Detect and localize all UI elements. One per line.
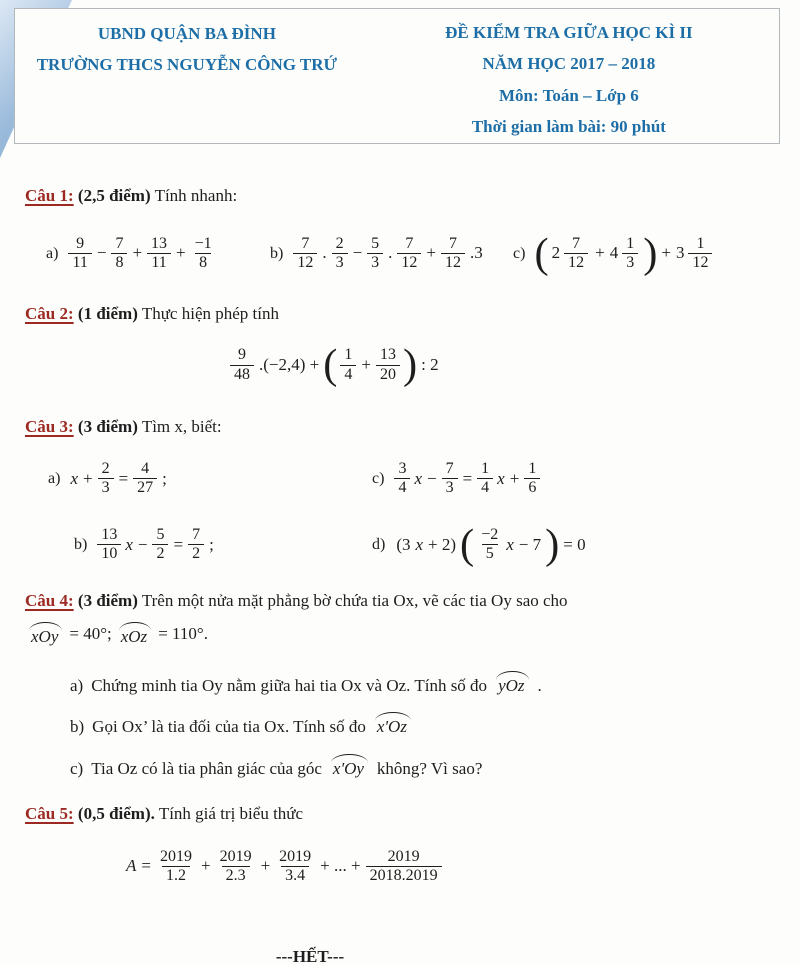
part-4c-text: Tia Oz có là tia phân giác của góc — [91, 759, 322, 779]
question-2-heading — [25, 302, 775, 327]
header-left — [15, 9, 359, 143]
part-1a — [46, 235, 270, 273]
part-4c-text-end: không? Vì sao? — [376, 759, 483, 779]
question-5-heading — [25, 802, 775, 827]
math-expression-5: A = $\frac{2019}{1.2}$ + $\frac{2019}{2.3}$ + $\frac{2019}{3.4}$ + ... + $\frac{2019}{2018.2019}$ — [124, 848, 444, 886]
math-expression-3d: (3 x + 2) ( $\frac{-2}{5}$ x − 7 ) = 0 — [396, 520, 586, 568]
question-1-parts — [46, 221, 800, 287]
question-5-prompt: Tính giá trị biểu thức — [158, 803, 304, 823]
math-expression-1b: $\frac{7}{12}$ . $\frac{2}{3}$ − $\frac{5}{3}$ . $\frac{7}{12}$ + $\frac{7}{12}$ .3 — [291, 235, 485, 273]
question-3-heading — [25, 415, 775, 440]
part-1b — [270, 235, 513, 273]
question-2-points: (1 điểm) — [77, 303, 138, 323]
part-3d-marker: d) — [372, 535, 386, 553]
part-4c — [70, 754, 800, 781]
subject-line: Môn: Toán – Lớp 6 — [499, 85, 639, 105]
part-3a — [48, 450, 372, 508]
part-4b — [70, 712, 800, 739]
part-4a-text-end: . — [537, 675, 542, 695]
part-4b-marker: b) — [70, 717, 85, 737]
math-expression-3c: $\frac{3}{4}$ x − $\frac{7}{3}$ = $\frac{1}{4}$ x + $\frac{1}{6}$ — [392, 460, 542, 498]
district-name: UBND QUẬN BA ĐÌNH — [97, 24, 276, 43]
part-3b — [74, 516, 372, 574]
question-5-points: (0,5 điểm). — [77, 803, 155, 823]
part-4b-text: Gọi Ox’ là tia đối của tia Ox. Tính số đo — [92, 717, 366, 737]
question-4-label: Câu 4: — [25, 590, 74, 610]
question-1-label: Câu 1: — [25, 186, 74, 205]
part-3c — [372, 450, 800, 508]
question-1-prompt: Tính nhanh: — [154, 186, 238, 205]
angle-xpOy: x'Oy — [327, 754, 372, 779]
question-5-expression-row — [124, 837, 800, 897]
question-4-points: (3 điểm) — [77, 590, 138, 610]
header-right — [359, 9, 779, 143]
part-1b-marker: b) — [270, 244, 284, 262]
question-5-label: Câu 5: — [25, 803, 74, 823]
part-4a-text: Chứng minh tia Oy nằm giữa hai tia Ox và Oz. Tính số đo — [91, 675, 488, 695]
question-4-heading — [25, 589, 775, 614]
question-2-label: Câu 2: — [25, 303, 74, 323]
school-year: NĂM HỌC 2017 – 2018 — [482, 54, 656, 74]
math-expression-3a: x + $\frac{2}{3}$ = $\frac{4}{27}$ ; — [70, 460, 167, 497]
school-name: TRƯỜNG THCS NGUYỄN CÔNG TRỨ — [36, 54, 338, 74]
end-marker: ---HẾT--- — [275, 946, 345, 965]
math-expression-1c: ( 2 $\frac{7}{12}$ + 4 $\frac{1}{3}$ ) + 3 $\frac{1}{12}$ — [533, 235, 716, 273]
question-4-intro: Trên một nửa mặt phẳng bờ chứa tia Ox, vẽ các tia Oy sao cho — [141, 590, 568, 610]
question-4-given-angles — [25, 622, 800, 656]
math-expression-4-angles: xOy = 40°; xOz = 110°. — [25, 622, 211, 647]
question-2-prompt: Thực hiện phép tính — [141, 303, 279, 323]
part-1a-marker: a) — [46, 244, 59, 262]
question-3-points: (3 điểm) — [77, 417, 138, 437]
part-1c-marker: c) — [513, 244, 526, 262]
part-4c-marker: c) — [70, 759, 84, 779]
part-3d — [372, 516, 800, 574]
angle-yOz: yOz — [492, 671, 532, 696]
question-3-label: Câu 3: — [25, 417, 74, 437]
part-4a — [70, 671, 800, 698]
header-box — [14, 8, 780, 144]
math-expression-2: $\frac{9}{48}$ .(−2,4) + ( $\frac{1}{4}$ + $\frac{13}{20}$ ) : 2 — [228, 346, 442, 384]
question-3-parts — [48, 450, 800, 574]
part-1c — [513, 229, 716, 277]
question-1-heading — [25, 184, 775, 209]
question-1-points: (2,5 điểm) — [77, 186, 151, 205]
part-3b-marker: b) — [74, 535, 88, 553]
exam-title: ĐỀ KIỂM TRA GIỮA HỌC KÌ II — [445, 23, 693, 42]
question-3-prompt: Tìm x, biết: — [141, 417, 222, 437]
part-4a-marker: a) — [70, 675, 84, 695]
question-2-expression-row — [228, 332, 800, 398]
duration-line: Thời gian làm bài: 90 phút — [471, 117, 666, 137]
angle-xpOz: x'Oz — [371, 712, 415, 737]
part-3c-marker: c) — [372, 469, 385, 487]
math-expression-1a: $\frac{9}{11}$ − $\frac{7}{8}$ + $\frac{13}{11}$ + $\frac{-1}{8}$ — [66, 235, 217, 273]
math-expression-3b: $\frac{13}{10}$ x − $\frac{5}{2}$ = $\frac{7}{2}$ ; — [95, 526, 216, 564]
part-3a-marker: a) — [48, 469, 61, 487]
